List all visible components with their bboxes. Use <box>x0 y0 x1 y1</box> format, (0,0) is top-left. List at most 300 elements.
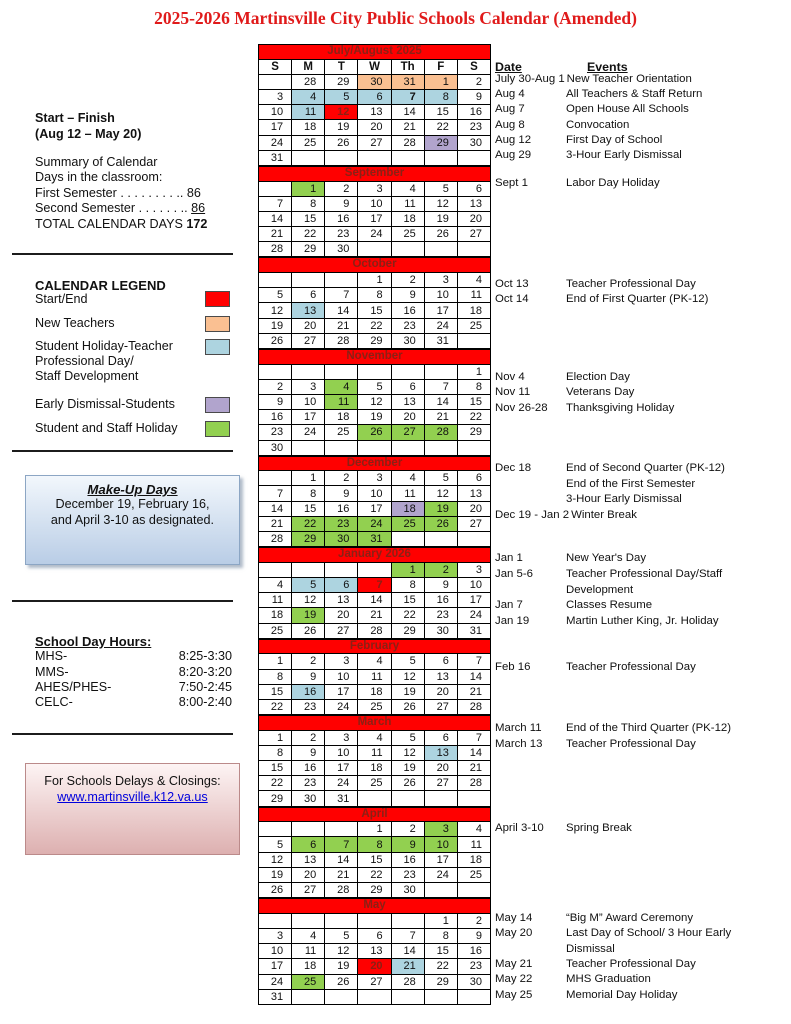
calendar-cell: 13 <box>457 486 490 501</box>
hours-row: MHS- 8:25-3:30 <box>35 649 232 664</box>
event-text: Labor Day Holiday <box>566 177 660 189</box>
calendar-cell: 18 <box>457 303 490 318</box>
calendar-cell: 8 <box>259 669 292 684</box>
separator-line <box>12 733 233 735</box>
summary-line1: Summary of Calendar <box>35 155 158 169</box>
calendar-cell: 17 <box>259 959 292 974</box>
date-header: Date <box>495 60 522 74</box>
calendar-cell: 27 <box>424 699 457 714</box>
calendar-summary <box>35 155 245 232</box>
calendar-cell <box>424 364 457 379</box>
hours-row: CELC- 8:00-2:40 <box>35 695 232 710</box>
calendar-cell: 22 <box>358 867 391 882</box>
calendar-cell: 28 <box>259 532 292 547</box>
calendar-cell: 21 <box>391 959 424 974</box>
calendar-cell <box>457 791 490 806</box>
calendar-cell <box>292 440 325 455</box>
calendar-cell: 1 <box>358 273 391 288</box>
calendar-cell: 22 <box>424 120 457 135</box>
event-date: Dec 18 <box>495 462 532 474</box>
calendar-cell: 29 <box>457 425 490 440</box>
calendar-cell: 7 <box>325 288 358 303</box>
month-header: December <box>258 456 491 471</box>
calendar-cell: 23 <box>424 608 457 623</box>
calendar-cell: 19 <box>259 318 292 333</box>
event-text: “Big M” Award Ceremony <box>566 912 694 924</box>
calendar-cell: 7 <box>424 379 457 394</box>
month-grid <box>258 913 491 1005</box>
calendar-cell: 19 <box>325 959 358 974</box>
calendar-cell: 21 <box>325 318 358 333</box>
calendar-cell: 24 <box>424 867 457 882</box>
month-section <box>258 349 491 456</box>
calendar-cell: 15 <box>424 105 457 120</box>
event-row <box>495 821 632 835</box>
calendar-cell: 22 <box>259 699 292 714</box>
calendar-cell: 12 <box>325 105 358 120</box>
calendar-cell: 27 <box>292 882 325 897</box>
calendar-cell: 11 <box>391 486 424 501</box>
calendar-cell: 12 <box>325 944 358 959</box>
calendar-cell: 7 <box>391 89 424 104</box>
calendar-cell: 18 <box>259 608 292 623</box>
event-row <box>495 72 692 86</box>
calendar-cell <box>259 364 292 379</box>
calendar-cell: 19 <box>358 410 391 425</box>
calendar-cell: 14 <box>457 669 490 684</box>
calendar-cell: 21 <box>358 608 391 623</box>
calendar-cell: 18 <box>325 410 358 425</box>
calendar-cell: 19 <box>424 501 457 516</box>
calendar-cell: 29 <box>358 333 391 348</box>
event-row <box>495 102 689 116</box>
event-row <box>495 133 662 147</box>
calendar-cell: 8 <box>391 578 424 593</box>
calendar-cell: 29 <box>358 882 391 897</box>
event-row <box>495 926 731 940</box>
calendar-cell: 14 <box>424 394 457 409</box>
calendar-cell: 9 <box>391 837 424 852</box>
calendar-cell: 17 <box>424 852 457 867</box>
calendar-cell: 26 <box>259 882 292 897</box>
calendar-cell: 16 <box>292 684 325 699</box>
event-row <box>495 277 696 291</box>
calendar-cell: 9 <box>325 486 358 501</box>
event-text: Last Day of School/ 3 Hour Early <box>566 927 732 939</box>
month-grid <box>258 364 491 456</box>
calendar-cell: 23 <box>259 425 292 440</box>
makeup-days-title: Make-Up Days <box>87 482 178 497</box>
event-row <box>495 583 633 597</box>
calendar-cell: 15 <box>391 593 424 608</box>
calendar-cell: 17 <box>358 211 391 226</box>
calendar-cell <box>424 150 457 165</box>
calendar-cell: 3 <box>325 654 358 669</box>
calendar-cell: 23 <box>457 959 490 974</box>
calendar-cell: 17 <box>424 303 457 318</box>
calendar-cell: 3 <box>358 181 391 196</box>
event-row <box>495 401 674 415</box>
calendar-cell: 10 <box>259 944 292 959</box>
calendar-cell: 3 <box>292 379 325 394</box>
event-date: May 22 <box>495 973 533 985</box>
calendar-cell <box>457 440 490 455</box>
calendar-cell: 6 <box>457 471 490 486</box>
calendar-cell: 11 <box>259 593 292 608</box>
event-text: Dismissal <box>566 943 615 955</box>
month-header: January 2026 <box>258 547 491 562</box>
calendar-cell: 26 <box>292 623 325 638</box>
delays-closings-link[interactable]: www.martinsville.k12.va.us <box>57 790 208 804</box>
calendar-cell: 22 <box>358 318 391 333</box>
event-row <box>495 660 696 674</box>
calendar-cell <box>457 989 490 1004</box>
calendar-cell: 25 <box>358 699 391 714</box>
calendar-cell <box>259 822 292 837</box>
calendar-cell: 12 <box>424 486 457 501</box>
calendar-cell: 30 <box>259 440 292 455</box>
calendar-cell: 1 <box>457 364 490 379</box>
calendar-cell: 26 <box>391 699 424 714</box>
calendar-cell: 29 <box>391 623 424 638</box>
calendar-cell: 11 <box>358 669 391 684</box>
calendar-cell: 28 <box>325 882 358 897</box>
event-row <box>495 551 646 565</box>
calendar-cell: 3 <box>424 273 457 288</box>
event-date: Aug 8 <box>495 119 525 131</box>
calendar-cell: 16 <box>391 303 424 318</box>
calendar-cell <box>358 562 391 577</box>
legend-swatch-student-holiday <box>205 339 230 355</box>
calendar-cell: 11 <box>358 745 391 760</box>
legend-swatch-early-dismissal <box>205 397 230 413</box>
day-header-cell: F <box>424 59 457 74</box>
event-text: New Teacher Orientation <box>566 73 692 85</box>
calendar-cell: 2 <box>292 654 325 669</box>
event-date: July 30-Aug 1 <box>495 73 565 85</box>
event-row <box>495 988 677 1002</box>
event-text: Teacher Professional Day <box>566 278 696 290</box>
calendar-cell <box>457 532 490 547</box>
calendar-cell <box>325 562 358 577</box>
calendar-cell: 29 <box>292 532 325 547</box>
calendar-cell: 24 <box>457 608 490 623</box>
calendar-cell: 18 <box>391 501 424 516</box>
calendar-cell <box>259 913 292 928</box>
calendar-cell: 13 <box>391 394 424 409</box>
calendar-cell: 15 <box>457 394 490 409</box>
calendar-cell: 20 <box>424 761 457 776</box>
calendar-cell: 1 <box>259 730 292 745</box>
calendar-cell: 14 <box>325 852 358 867</box>
calendar-cell <box>391 791 424 806</box>
calendar-cell <box>424 242 457 257</box>
calendar-cell: 28 <box>292 74 325 89</box>
calendar-cell: 19 <box>424 211 457 226</box>
calendar-cell: 12 <box>391 669 424 684</box>
calendar-cell: 25 <box>457 867 490 882</box>
event-date: Dec 19 - Jan 2 <box>495 509 570 521</box>
calendar-cell: 31 <box>391 74 424 89</box>
calendar-cell <box>325 913 358 928</box>
calendar-cell: 2 <box>391 822 424 837</box>
month-section <box>258 44 491 166</box>
calendar-cell <box>259 471 292 486</box>
month-grid <box>258 653 491 715</box>
school-day-hours-heading: School Day Hours: <box>35 634 152 649</box>
calendar-cell: 7 <box>358 578 391 593</box>
day-header-cell: Th <box>391 59 424 74</box>
calendar-cell <box>391 532 424 547</box>
calendar-cell: 26 <box>325 974 358 989</box>
calendar-cell: 4 <box>259 578 292 593</box>
calendar-cell <box>457 242 490 257</box>
calendar-cell: 25 <box>358 776 391 791</box>
calendar-cell: 11 <box>457 288 490 303</box>
legend-label-early-dismissal: Early Dismissal-Students <box>35 397 175 411</box>
calendar-cell: 13 <box>424 669 457 684</box>
calendar-cell: 28 <box>325 333 358 348</box>
calendar-cell: 30 <box>424 623 457 638</box>
calendar-cell: 5 <box>292 578 325 593</box>
calendar-cell <box>424 440 457 455</box>
calendar-cell: 9 <box>292 669 325 684</box>
summary-first-semester: First Semester . . . . . . . . .. 86 <box>35 185 201 200</box>
month-grid <box>258 59 491 166</box>
calendar-cell: 24 <box>325 776 358 791</box>
calendar-cell: 31 <box>424 333 457 348</box>
event-text: Spring Break <box>566 822 632 834</box>
legend-heading: CALENDAR LEGEND <box>35 278 166 293</box>
calendar-cell: 25 <box>292 135 325 150</box>
calendar-cell: 17 <box>358 501 391 516</box>
calendar-cell <box>457 150 490 165</box>
calendar-cell: 1 <box>424 74 457 89</box>
calendar-cell <box>424 532 457 547</box>
calendar-cell: 23 <box>292 776 325 791</box>
legend-swatch-start-end <box>205 291 230 307</box>
calendar-cell <box>292 150 325 165</box>
calendar-cell: 26 <box>259 333 292 348</box>
event-text: Classes Resume <box>566 599 653 611</box>
event-row <box>495 176 660 190</box>
calendar-cell: 7 <box>457 654 490 669</box>
calendar-cell: 23 <box>325 227 358 242</box>
calendar-cell <box>358 440 391 455</box>
event-date: Oct 13 <box>495 278 529 290</box>
calendar-cell: 21 <box>259 227 292 242</box>
calendar-cell: 4 <box>358 730 391 745</box>
calendar-cell <box>259 273 292 288</box>
calendar-cell: 28 <box>424 425 457 440</box>
calendar-cell: 29 <box>259 791 292 806</box>
month-header: March <box>258 715 491 730</box>
calendar-cell: 18 <box>391 211 424 226</box>
event-row <box>495 461 725 475</box>
calendar-cell: 14 <box>259 211 292 226</box>
event-row <box>495 118 629 132</box>
calendar-cell: 26 <box>424 516 457 531</box>
calendar-cell <box>358 364 391 379</box>
calendar-cell: 2 <box>259 379 292 394</box>
event-row <box>495 911 693 925</box>
calendar-cell: 1 <box>358 822 391 837</box>
calendar-cell <box>325 440 358 455</box>
calendar-cell: 2 <box>457 74 490 89</box>
calendar-cell: 29 <box>424 135 457 150</box>
calendar-cell: 25 <box>391 516 424 531</box>
calendar-cell: 4 <box>292 89 325 104</box>
calendar-cell: 7 <box>259 486 292 501</box>
day-header-cell: T <box>325 59 358 74</box>
calendar-cell: 31 <box>457 623 490 638</box>
calendar-cell: 17 <box>325 761 358 776</box>
calendar-cell: 11 <box>325 394 358 409</box>
calendar-cell: 3 <box>259 928 292 943</box>
event-text: Election Day <box>566 371 630 383</box>
calendar-cell: 26 <box>391 776 424 791</box>
calendar-cell: 25 <box>457 318 490 333</box>
calendar-cell: 14 <box>358 593 391 608</box>
calendar-cell: 22 <box>391 608 424 623</box>
calendar-cell: 19 <box>391 684 424 699</box>
calendar-cell <box>292 273 325 288</box>
calendar-cell <box>292 364 325 379</box>
calendar-cell: 4 <box>358 654 391 669</box>
legend-label-start-end: Start/End <box>35 292 88 306</box>
start-finish-block <box>35 111 141 142</box>
calendar-cell: 13 <box>424 745 457 760</box>
legend-label-new-teachers: New Teachers <box>35 316 115 330</box>
summary-second-semester: Second Semester . . . . . . .. 86 <box>35 201 206 216</box>
calendar-cell: 13 <box>358 944 391 959</box>
calendar-cell: 30 <box>292 791 325 806</box>
calendar-cell <box>325 150 358 165</box>
calendar-cell: 4 <box>391 181 424 196</box>
calendar-cell: 30 <box>358 74 391 89</box>
hours-row: AHES/PHES- 7:50-2:45 <box>35 679 232 694</box>
event-row <box>495 508 637 522</box>
month-header: April <box>258 807 491 822</box>
day-header-cell: M <box>292 59 325 74</box>
calendar-cell: 10 <box>259 105 292 120</box>
calendar-cell <box>325 364 358 379</box>
calendar-cell: 20 <box>391 410 424 425</box>
event-date: May 20 <box>495 927 533 939</box>
calendar-cell: 10 <box>292 394 325 409</box>
calendar-cell <box>424 791 457 806</box>
calendar-cell: 13 <box>292 303 325 318</box>
calendar-cell: 27 <box>424 776 457 791</box>
event-date: Nov 26-28 <box>495 402 548 414</box>
calendar-cell: 19 <box>292 608 325 623</box>
calendar-cell: 4 <box>391 471 424 486</box>
calendar-cell <box>325 273 358 288</box>
calendar-cell: 27 <box>391 425 424 440</box>
calendar-cell: 28 <box>259 242 292 257</box>
calendar-cell: 26 <box>424 227 457 242</box>
calendar-cell: 10 <box>424 288 457 303</box>
calendar-cell: 15 <box>424 944 457 959</box>
event-date: Nov 4 <box>495 371 525 383</box>
event-text: MHS Graduation <box>566 973 651 985</box>
calendar-cell: 25 <box>391 227 424 242</box>
calendar-cell: 30 <box>457 974 490 989</box>
month-header: February <box>258 639 491 654</box>
calendar-cell: 16 <box>292 761 325 776</box>
calendar-cell: 10 <box>325 745 358 760</box>
month-section <box>258 547 491 639</box>
calendar-cell: 14 <box>391 105 424 120</box>
calendar-cell: 20 <box>325 608 358 623</box>
calendar-cell: 3 <box>424 822 457 837</box>
calendar-cell: 24 <box>358 227 391 242</box>
calendar-cell: 9 <box>424 578 457 593</box>
calendar-cell <box>424 882 457 897</box>
event-date: Jan 7 <box>495 599 523 611</box>
calendar-cell: 8 <box>457 379 490 394</box>
calendar-cell: 16 <box>259 410 292 425</box>
calendar-cell: 20 <box>457 211 490 226</box>
month-header: July/August 2025 <box>258 44 491 59</box>
calendar-cell: 4 <box>325 379 358 394</box>
month-section <box>258 639 491 715</box>
calendar-cell: 22 <box>292 227 325 242</box>
calendar-cell: 28 <box>391 974 424 989</box>
calendar-cell: 16 <box>457 105 490 120</box>
event-text: Martin Luther King, Jr. Holiday <box>566 615 719 627</box>
calendar-cell: 11 <box>457 837 490 852</box>
month-grid <box>258 181 491 258</box>
calendar-cell: 7 <box>325 837 358 852</box>
month-grid <box>258 821 491 898</box>
calendar-cell: 30 <box>457 135 490 150</box>
start-finish-line1: Start – Finish <box>35 111 115 125</box>
calendar-cell: 21 <box>325 867 358 882</box>
calendar-cell <box>325 822 358 837</box>
makeup-days-line2: and April 3-10 as designated. <box>50 512 215 527</box>
month-header: October <box>258 257 491 272</box>
calendar-cell: 10 <box>358 196 391 211</box>
event-text: Teacher Professional Day <box>566 661 696 673</box>
calendar-cell: 15 <box>292 501 325 516</box>
event-row <box>495 614 719 628</box>
calendar-cell: 6 <box>424 654 457 669</box>
calendar-cell: 21 <box>457 761 490 776</box>
calendar-cell: 23 <box>391 867 424 882</box>
calendar-cell: 4 <box>292 928 325 943</box>
calendar-cell: 31 <box>259 989 292 1004</box>
event-date: April 3-10 <box>495 822 544 834</box>
calendar-cell: 30 <box>391 333 424 348</box>
month-grid <box>258 272 491 349</box>
delays-closings-text: For Schools Delays & Closings: <box>44 774 221 788</box>
event-date: Oct 14 <box>495 293 529 305</box>
calendar-cell: 8 <box>358 837 391 852</box>
summary-total: TOTAL CALENDAR DAYS 172 <box>35 216 208 231</box>
calendar-cell: 9 <box>457 928 490 943</box>
calendar-cell <box>358 913 391 928</box>
calendar-cell: 20 <box>358 120 391 135</box>
event-text: Development <box>566 584 634 596</box>
event-row <box>495 721 731 735</box>
calendar-cell: 17 <box>292 410 325 425</box>
month-grid <box>258 562 491 639</box>
calendar-cell: 24 <box>292 425 325 440</box>
calendar-cell: 11 <box>292 105 325 120</box>
calendar-cell: 6 <box>424 730 457 745</box>
calendar-cell: 23 <box>391 318 424 333</box>
